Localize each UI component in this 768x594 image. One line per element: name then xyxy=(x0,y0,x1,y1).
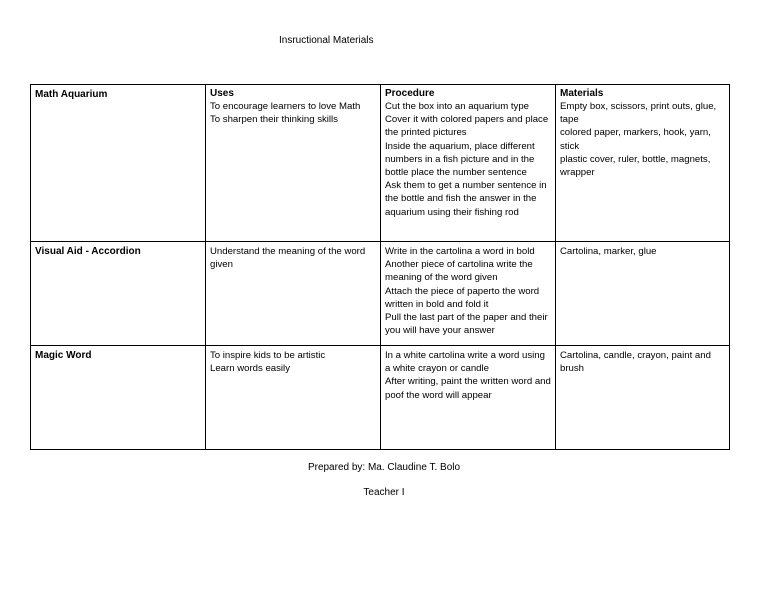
material-name: Magic Word xyxy=(35,350,92,361)
materials-line: plastic cover, ruler, bottle, magnets, wrapper xyxy=(560,153,711,179)
table-row xyxy=(31,242,730,346)
material-name-cell xyxy=(31,242,206,346)
uses-cell xyxy=(206,85,381,242)
table-row xyxy=(31,346,730,450)
materials-cell xyxy=(556,346,730,450)
material-name-cell xyxy=(31,346,206,450)
materials-line: colored paper, markers, hook, yarn, stick xyxy=(560,127,711,152)
materials-line: Empty box, scissors, print outs, glue, tape xyxy=(560,101,717,126)
procedure-header: Procedure xyxy=(385,88,435,99)
procedure-line: In a white cartolina write a word using a white crayon or candle xyxy=(385,350,545,375)
uses-line: To inspire kids to be artistic xyxy=(210,350,326,361)
procedure-line: Cut the box into an aquarium type xyxy=(385,101,529,112)
author-role: Teacher I xyxy=(363,487,405,498)
material-name: Visual Aid - Accordion xyxy=(35,246,141,257)
procedure-line: Ask them to get a number sentence in the bottle and fish the answer in the aquarium using their fishing rod xyxy=(385,180,547,218)
materials-line: Cartolina, candle, crayon, paint and brush xyxy=(560,350,711,375)
materials-cell xyxy=(556,242,730,346)
procedure-cell xyxy=(381,85,556,242)
procedure-line: Another piece of cartolina write the meaning of the word given xyxy=(385,259,533,284)
procedure-cell xyxy=(381,242,556,346)
uses-header: Uses xyxy=(210,88,234,99)
procedure-cell xyxy=(381,346,556,450)
procedure-line: Pull the last part of the paper and their you will have your answer xyxy=(385,312,548,337)
procedure-line: After writing, paint the written word and poof the word will appear xyxy=(385,376,551,401)
materials-cell xyxy=(556,85,730,242)
uses-cell xyxy=(206,242,381,346)
procedure-line: Cover it with colored papers and place the printed pictures xyxy=(385,114,549,139)
material-name: Math Aquarium xyxy=(35,89,108,100)
uses-line: To encourage learners to love Math xyxy=(210,101,361,112)
procedure-line: Write in the cartolina a word in bold xyxy=(385,246,535,257)
uses-line: Understand the meaning of the word given xyxy=(210,246,366,271)
prepared-by: Prepared by: Ma. Claudine T. Bolo xyxy=(307,462,461,473)
uses-cell xyxy=(206,346,381,450)
materials-table xyxy=(30,84,730,450)
table-row xyxy=(31,85,730,242)
document-title: Insructional Materials xyxy=(279,35,374,46)
materials-header: Materials xyxy=(560,88,604,99)
materials-line: Cartolina, marker, glue xyxy=(560,246,657,257)
procedure-line: Inside the aquarium, place different numbers in a fish picture and in the bottle place the number sentence xyxy=(385,140,535,179)
uses-line: Learn words easily xyxy=(210,363,290,375)
material-name-cell xyxy=(31,85,206,242)
procedure-line: Attach the piece of paperto the word written in bold and fold it xyxy=(385,285,540,310)
uses-line: To sharpen their thinking skills xyxy=(210,114,338,126)
